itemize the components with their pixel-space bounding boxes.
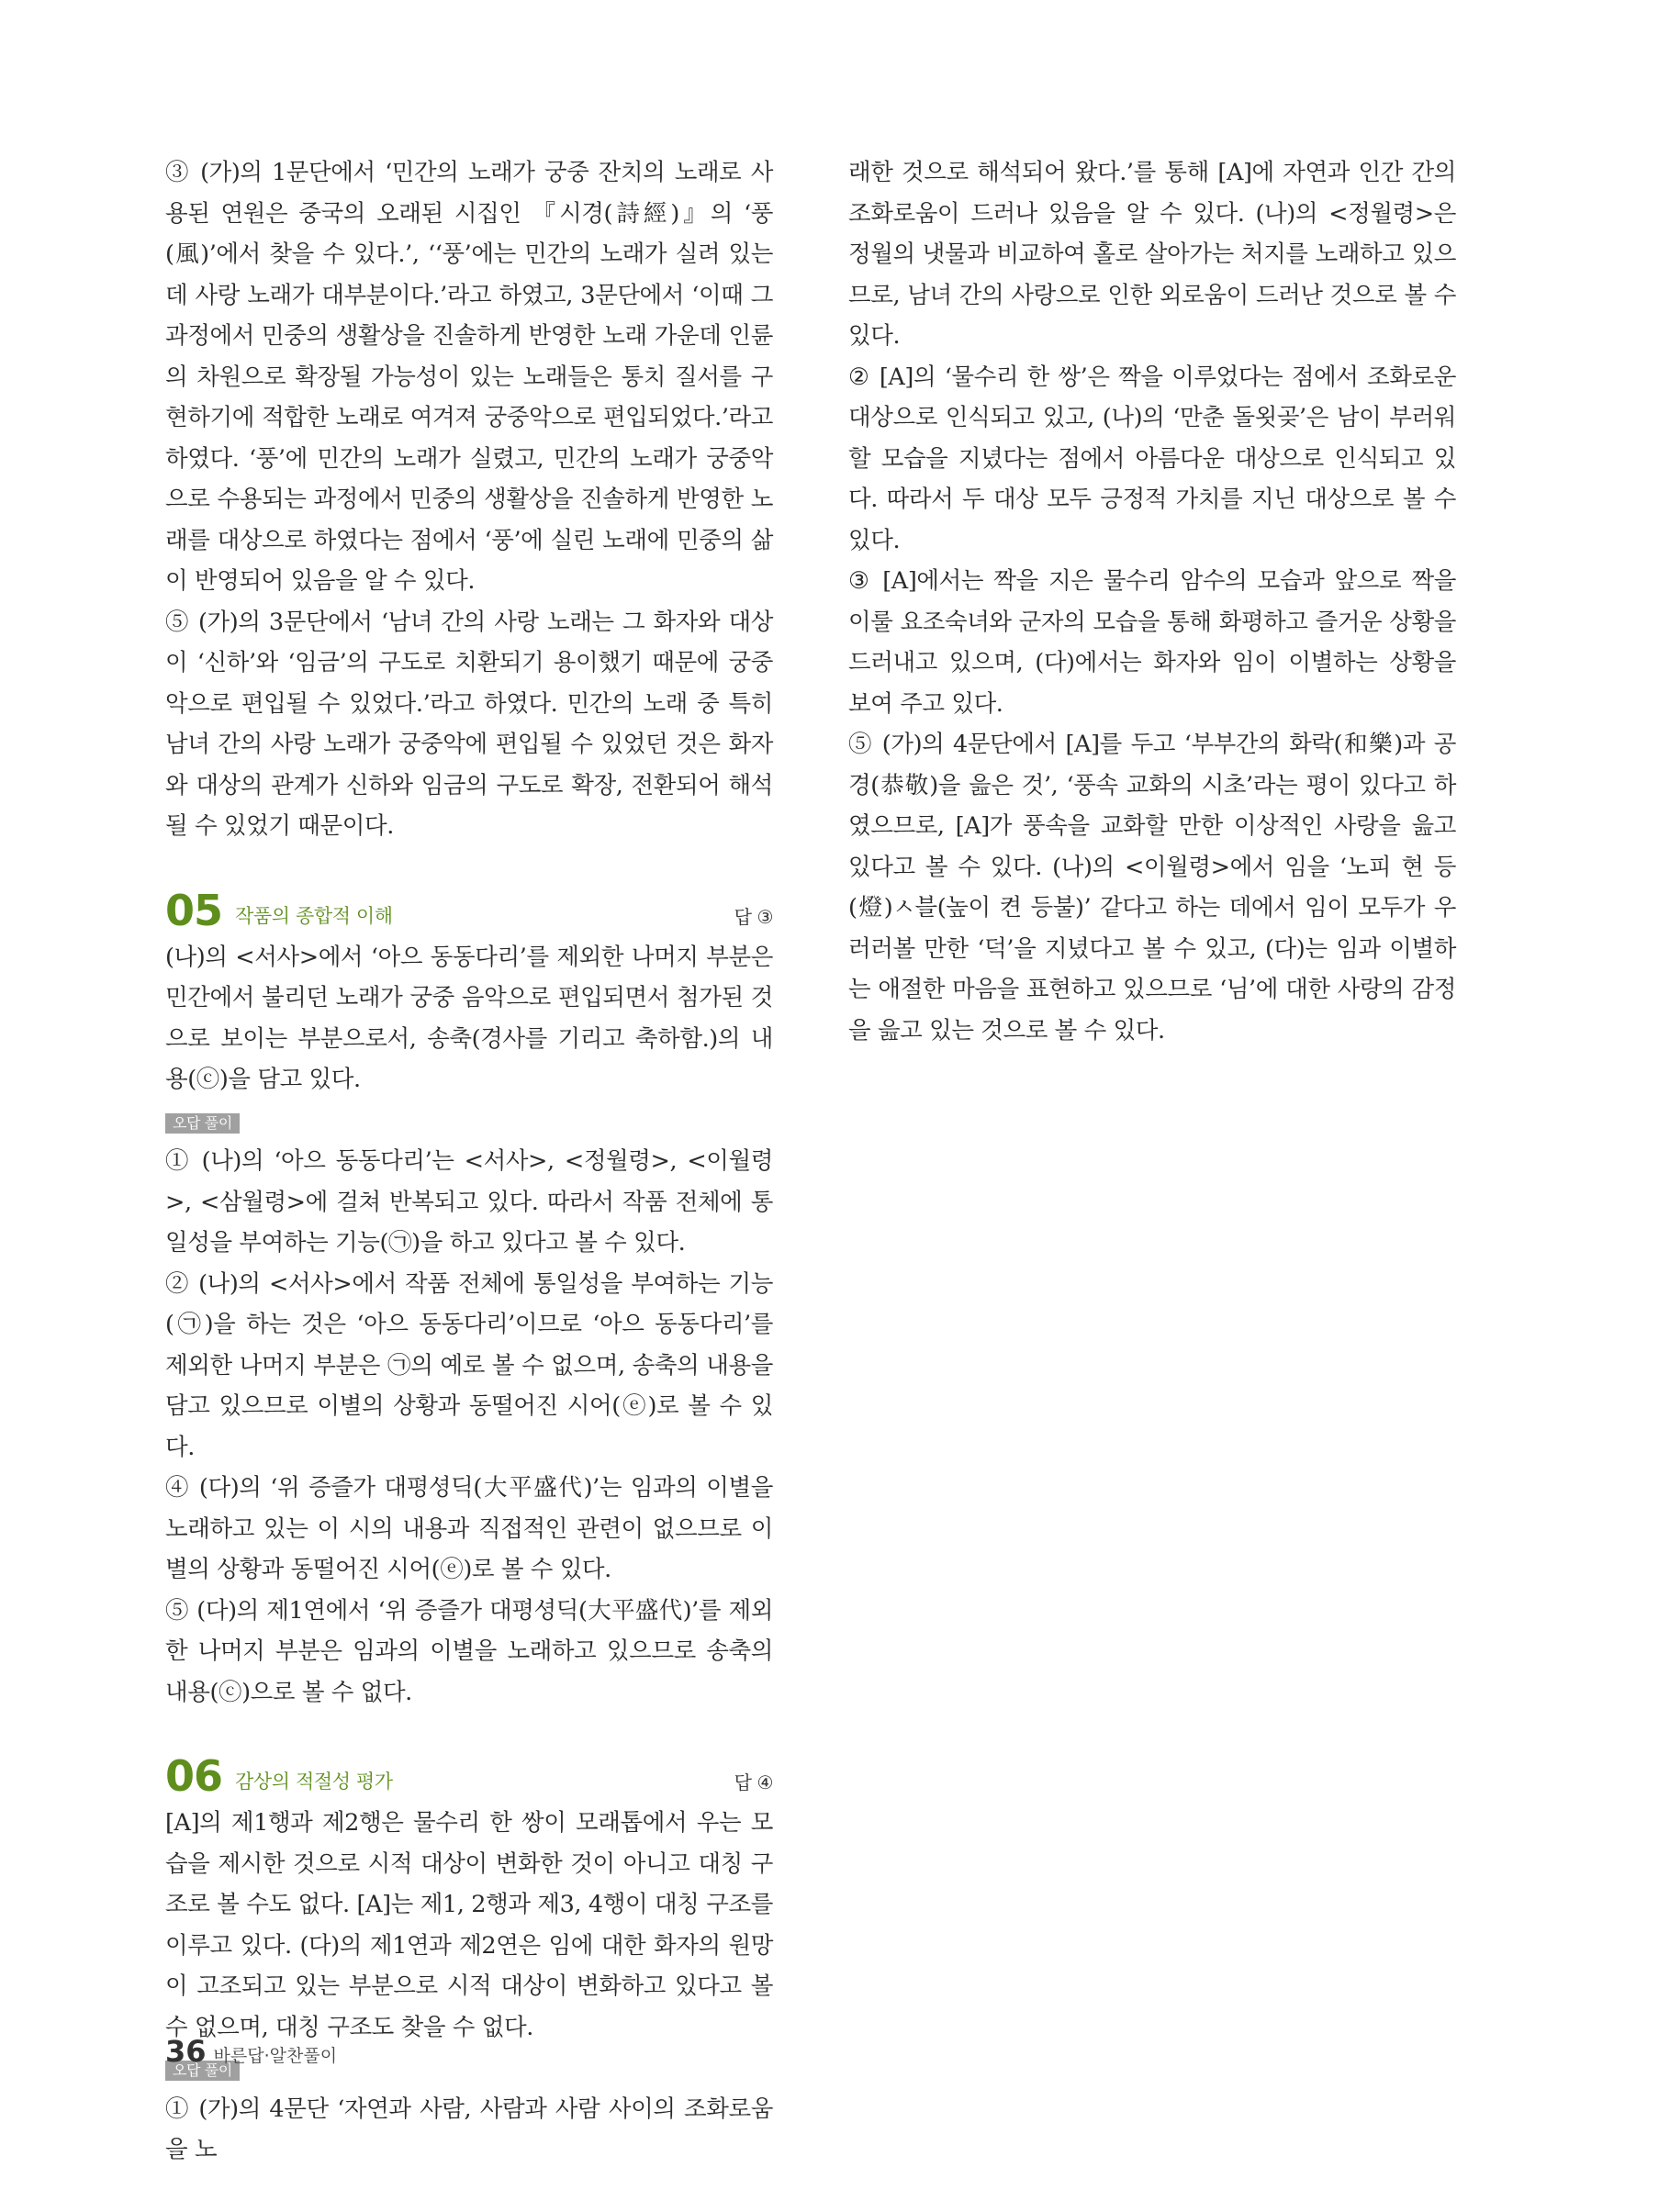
paragraph-item-3: ③ (가)의 1문단에서 ‘민간의 노래가 궁중 잔치의 노래로 사용된 연원은 중국의 오래된 시집인 『시경(詩經)』의 ‘풍(風)’에서 찾을 수 있다.’, ‘‘풍’에는 민간의 노래가 실려 있는데 사랑 노래가 대부분이다.’라고 하였고, 3문단에서 ‘이때 그 과정에서 민중의 생활상을 진솔하게 반영한 노래 가운데 인륜의 차원으로 확장될 가능성이 있는 노래들은 통치 질서를 구현하기에 적합한 노래로 여겨져 궁중악으로 편입되었다.’라고 하였다. ‘풍’에 민간의 노래가 실렸고, 민간의 노래가 궁중악으로 수용되는 과정에서 민중의 생활상을 진솔하게 반영한 노래를 대상으로 하였다는 점에서 ‘풍’에 실린 노래에 민중의 삶이 반영되어 있음을 알 수 있다. [165,159,773,595]
right-paragraph-continued: 래한 것으로 해석되어 왔다.’를 통해 [A]에 자연과 인간 간의 조화로움이 드러나 있음을 알 수 있다. (나)의 <정월령>은 정월의 냇물과 비교하여 홀로 살아가는 처지를 노래하고 있으므로, 남녀 간의 사랑으로 인한 외로움이 드러난 것으로 볼 수 있다. [848,159,1456,350]
page-number: 36 [165,2034,207,2069]
section-05-item-5: ⑤ (다)의 제1연에서 ‘위 증즐가 대평셩딕(大平盛代)’를 제외한 나머지 부분은 임과의 이별을 노래하고 있으므로 송축의 내용(ⓒ)으로 볼 수 없다. [165,1596,773,1706]
left-column [165,152,773,2171]
section-06-title: 감상의 적절성 평가 [235,1771,393,1793]
section-05-title: 작품의 종합적 이해 [235,904,393,927]
section-05-item-2: ② (나)의 <서사>에서 작품 전체에 통일성을 부여하는 기능(㉠)을 하는 것은 ‘아으 동동다리’이므로 ‘아으 동동다리’를 제외한 나머지 부분은 ㉠의 예로 볼 수 없으며, 송축의 내용을 담고 있으므로 이별의 상황과 동떨어진 시어(ⓔ)로 볼 수 있다. [165,1269,773,1461]
section-06-body: [A]의 제1행과 제2행은 물수리 한 쌍이 모래톱에서 우는 모습을 제시한 것으로 시적 대상이 변화한 것이 아니고 대칭 구조로 볼 수도 없다. [A]는 제1, 2행과 제3, 4행이 대칭 구조를 이루고 있다. (다)의 제1연과 제2연은 임에 대한 화자의 원망이 고조되고 있는 부분으로 시적 대상이 변화하고 있다고 볼 수 없으며, 대칭 구조도 찾을 수 없다. [165,1809,773,2041]
right-paragraph-item-2: ② [A]의 ‘물수리 한 쌍’은 짝을 이루었다는 점에서 조화로운 대상으로 인식되고 있고, (나)의 ‘만춘 돌욋곶’은 남이 부러워할 모습을 지녔다는 점에서 아름다운 대상으로 인식되고 있다. 따라서 두 대상 모두 긍정적 가치를 지닌 대상으로 볼 수 있다. [848,363,1456,554]
right-column [848,152,1456,1051]
right-paragraph-item-5: ⑤ (가)의 4문단에서 [A]를 두고 ‘부부간의 화락(和樂)과 공경(恭敬)을 읊은 것’, ‘풍속 교화의 시초’라는 평이 있다고 하였으므로, [A]가 풍속을 교화할 만한 이상적인 사랑을 읊고 있다고 볼 수 있다. (나)의 <이월령>에서 임을 ‘노피 현 등(燈)ㅅ블(높이 켠 등불)’ 같다고 하는 데에서 임이 모두가 우러러볼 만한 ‘덕’을 지녔다고 볼 수 있고, (다)는 임과 이별하는 애절한 마음을 표현하고 있으므로 ‘님’에 대한 사랑의 감정을 읊고 있는 것으로 볼 수 있다. [848,731,1456,1045]
section-05-answer: 답 ③ [734,905,773,928]
section-05-number: 05 [165,885,223,935]
section-06-answer: 답 ④ [734,1771,773,1793]
section-05-header [165,880,773,935]
section-06-wrong-answer-badge: 오답 풀이 [165,2061,240,2081]
right-paragraph-item-3: ③ [A]에서는 짝을 지은 물수리 암수의 모습과 앞으로 짝을 이룰 요조숙녀와 군자의 모습을 통해 화평하고 즐거운 상황을 드러내고 있으며, (다)에서는 화자와 임이 이별하는 상황을 보여 주고 있다. [848,567,1456,718]
paragraph-item-5: ⑤ (가)의 3문단에서 ‘남녀 간의 사랑 노래는 그 화자와 대상이 ‘신하’와 ‘임금’의 구도로 치환되기 용이했기 때문에 궁중악으로 편입될 수 있었다.’라고 하였다. 민간의 노래 중 특히 남녀 간의 사랑 노래가 궁중악에 편입될 수 있었던 것은 화자와 대상의 관계가 신하와 임금의 구도로 확장, 전환되어 해석될 수 있었기 때문이다. [165,608,773,840]
section-05-item-1: ① (나)의 ‘아으 동동다리’는 <서사>, <정월령>, <이월령>, <삼월령>에 걸쳐 반복되고 있다. 따라서 작품 전체에 통일성을 부여하는 기능(㉠)을 하고 있다고 볼 수 있다. [165,1147,773,1257]
section-06-item-1: ① (가)의 4문단 ‘자연과 사람, 사람과 사람 사이의 조화로움을 노 [165,2095,773,2163]
section-06-header [165,1746,773,1801]
section-05-item-4: ④ (다)의 ‘위 증즐가 대평셩딕(大平盛代)’는 임과의 이별을 노래하고 있는 이 시의 내용과 직접적인 관련이 없으므로 이별의 상황과 동떨어진 시어(ⓔ)로 볼 수 있다. [165,1474,773,1583]
footer-book-title: 바른답·알찬풀이 [213,2046,338,2066]
section-06-number: 06 [165,1751,223,1801]
page-footer [165,2034,337,2069]
section-05-body: (나)의 <서사>에서 ‘아으 동동다리’를 제외한 나머지 부분은 민간에서 불리던 노래가 궁중 음악으로 편입되면서 첨가된 것으로 보이는 부분으로서, 송축(경사를 기리고 축하함.)의 내용(ⓒ)을 담고 있다. [165,943,773,1093]
section-05-wrong-answer-badge: 오답 풀이 [165,1113,240,1134]
